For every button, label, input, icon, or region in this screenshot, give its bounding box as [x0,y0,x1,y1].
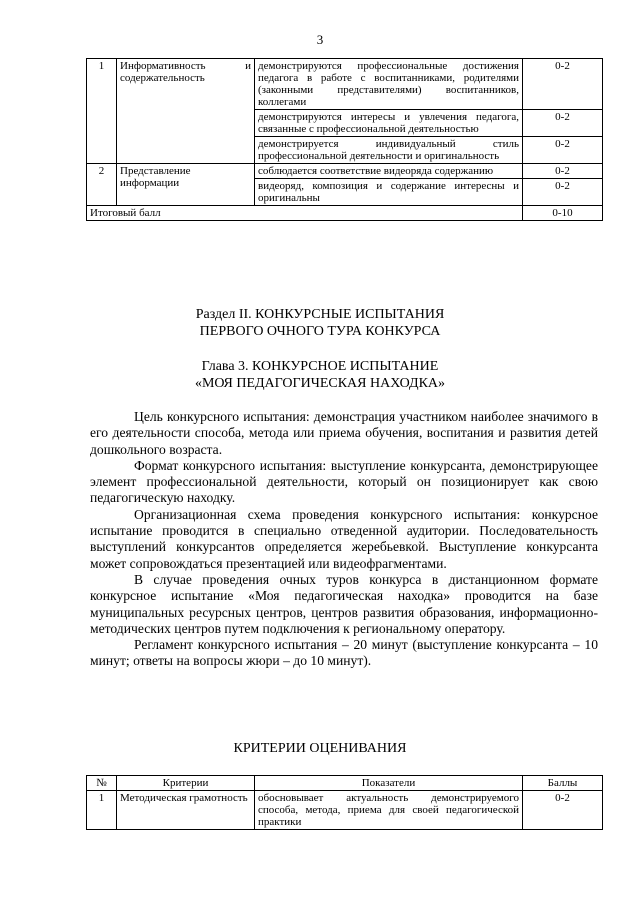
paragraph-schedule: Регламент конкурсного испытания – 20 минут (выступление конкурсанта – 10 минут; ответы на вопросы жюри – до 10 минут). [90,637,598,669]
chapter-heading-line: Глава 3. КОНКУРСНОЕ ИСПЫТАНИЕ [201,359,439,374]
header-points: Баллы [523,776,603,791]
total-row [87,206,603,221]
total-points: 0-10 [523,206,603,221]
paragraph-format: Формат конкурсного испытания: выступление конкурсанта, демонстрирующее элемент профессиональной деятельности, который он позиционирует как свою педагогическую находку. [90,457,598,506]
criterion-cell: Методическая грамотность [117,791,255,830]
chapter-heading-line: «МОЯ ПЕДАГОГИЧЕСКАЯ НАХОДКА» [194,376,446,391]
criterion-cell: Информативность и содержательность [117,59,255,164]
total-label: Итоговый балл [87,206,523,221]
points-cell: 0-2 [523,137,603,164]
section-heading-line: ПЕРВОГО ОЧНОГО ТУРА КОНКУРСА [199,324,441,339]
page-number: 3 [316,32,324,47]
table-row [87,59,603,110]
paragraph-remote-format: В случае проведения очных туров конкурса в дистанционном формате конкурсное испытание «Моя педагогическая находка» проводится на базе муниципальных ресурсных центров, центров развития образования, информационно-методических центров путем подключения к региональному оператору. [90,571,598,636]
points-cell: 0-2 [523,179,603,206]
row-number: 1 [87,59,117,164]
criteria-table [86,775,603,830]
table-row [87,164,603,179]
indicator-cell: обосновывает актуальность демонстрируемого способа, метода, приема для своей педагогической практики [255,791,523,830]
criteria-heading: КРИТЕРИИ ОЦЕНИВАНИЯ [233,741,407,756]
indicator-cell: видеоряд, композиция и содержание интересны и оригинальны [255,179,523,206]
points-cell: 0-2 [523,110,603,137]
header-criteria: Критерии [117,776,255,791]
paragraph-goal: Цель конкурсного испытания: демонстрация участником наиболее значимого в его деятельности способа, метода или приема обучения, воспитания и развития детей дошкольного возраста. [90,409,598,457]
header-number: № [87,776,117,791]
chapter-heading [0,358,640,392]
table-header-row [87,776,603,791]
points-cell: 0-2 [523,164,603,179]
section-heading-line: Раздел II. КОНКУРСНЫЕ ИСПЫТАНИЯ [195,307,445,322]
section-heading [0,306,640,340]
row-number: 1 [87,791,117,830]
points-cell: 0-2 [523,59,603,110]
indicator-cell: демонстрируется индивидуальный стиль профессиональной деятельности и оригинальность [255,137,523,164]
indicator-cell: соблюдается соответствие видеоряда содержанию [255,164,523,179]
indicator-cell: демонстрируются профессиональные достижения педагога в работе с воспитанниками, родителями (законными представителями) воспитанников, коллегами [255,59,523,110]
criterion-cell: Представление информации [117,164,255,206]
points-cell: 0-2 [523,791,603,830]
header-indicators: Показатели [255,776,523,791]
body-text [90,409,598,670]
paragraph-organization: Организационная схема проведения конкурсного испытания: конкурсное испытание проводится в специально отведенной аудитории. Последовательность выступлений конкурсантов определяется жеребьевкой. Выступление конкурсанта может сопровождаться презентацией или видеофрагментами. [90,506,598,571]
criteria-table-continued [86,58,603,221]
indicator-cell: демонстрируются интересы и увлечения педагога, связанные с профессиональной деятельностью [255,110,523,137]
row-number: 2 [87,164,117,206]
table-row [87,791,603,830]
